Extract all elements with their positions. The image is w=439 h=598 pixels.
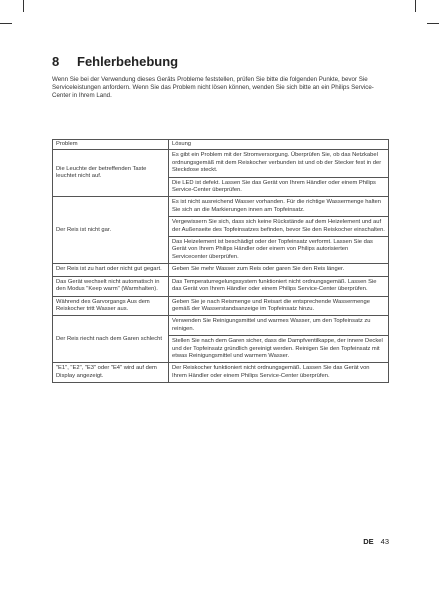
problem-cell: "E1", "E2", "E3" oder "E4" wird auf dem Display angezeigt. [53, 363, 169, 383]
troubleshooting-table [52, 139, 389, 383]
page-number: 43 [380, 537, 389, 546]
intro-paragraph: Wenn Sie bei der Verwendung dieses Geräts Probleme feststellen, prüfen Sie bitte die folgenden Punkte, bevor Sie Serviceleistungen anfordern. Wenn Sie das Problem nicht lösen können, wenden Sie sich bitte an ein Philips Service-Center in Ihrem Land. [52, 76, 374, 100]
language-code: DE [363, 537, 374, 546]
table-row [53, 296, 389, 316]
problem-cell: Der Reis ist nicht gar. [53, 197, 169, 264]
crop-mark-top-right-vertical [415, 0, 416, 12]
crop-mark-top-left-vertical [23, 0, 24, 12]
table-row [53, 264, 389, 276]
header-problem: Problem [53, 140, 169, 150]
header-solution: Lösung [169, 140, 389, 150]
page-footer [363, 537, 389, 546]
crop-mark-top-left-horizontal [0, 23, 12, 24]
table-row [53, 276, 389, 296]
solution-cell: Die LED ist defekt. Lassen Sie das Gerät von Ihrem Händler oder einem Philips Service-Center überprüfen. [169, 177, 389, 197]
problem-cell: Das Gerät wechselt nicht automatisch in den Modus "Keep warm" (Warmhalten). [53, 276, 169, 296]
solution-cell: Es gibt ein Problem mit der Stromversorgung. Überprüfen Sie, ob das Netzkabel ordnungsgemäß mit dem Reiskocher verbunden ist und ob der Stecker fest in der Steckdose steckt. [169, 150, 389, 177]
crop-mark-top-right-horizontal [427, 23, 439, 24]
solution-cell: Es ist nicht ausreichend Wasser vorhanden. Für die richtige Wassermenge halten Sie sich an die Markierungen innen am Topfeinsatz. [169, 197, 389, 217]
section-heading [52, 52, 178, 70]
solution-cell: Das Heizelement ist beschädigt oder der Topfeinsatz verformt. Lassen Sie das Gerät von Ihrem Philips Händler oder einem von Philips autorisierten Servicecenter überprüfen. [169, 237, 389, 264]
solution-cell: Verwenden Sie Reinigungsmittel und warmes Wasser, um den Topfeinsatz zu reinigen. [169, 316, 389, 336]
problem-cell: Der Reis ist zu hart oder nicht gut gegart. [53, 264, 169, 276]
table-row [53, 150, 389, 177]
table-row [53, 363, 389, 383]
solution-cell: Der Reiskocher funktioniert nicht ordnungsgemäß. Lassen Sie das Gerät von Ihrem Händler oder einem Philips Service-Center überprüfen. [169, 363, 389, 383]
problem-cell: Während des Garvorgangs Aus dem Reiskocher tritt Wasser aus. [53, 296, 169, 316]
problem-cell: Die Leuchte der betreffenden Taste leuchtet nicht auf. [53, 150, 169, 197]
solution-cell: Geben Sie mehr Wasser zum Reis oder garen Sie den Reis länger. [169, 264, 389, 276]
solution-cell: Stellen Sie nach dem Garen sicher, dass die Dampfventilkappe, der innere Deckel und der Topfeinsatz gründlich gereinigt werden. Reinigen Sie den Topfeinsatz mit etwas Reinigungsmittel und warmem Wasser. [169, 336, 389, 363]
section-number: 8 [52, 53, 60, 69]
section-title: Fehlerbehebung [77, 53, 179, 69]
problem-cell: Der Reis riecht nach dem Garen schlecht [53, 316, 169, 363]
table-header-row [53, 140, 389, 150]
solution-cell: Das Temperaturregelungssystem funktioniert nicht ordnungsgemäß. Lassen Sie das Gerät von Ihrem Händler oder einem Philips Service-Center überprüfen. [169, 276, 389, 296]
table-row [53, 197, 389, 217]
solution-cell: Geben Sie je nach Reismenge und Reisart die entsprechende Wassermenge gemäß der Wasserstandsanzeige im Topfeinsatz hinzu. [169, 296, 389, 316]
table-row [53, 316, 389, 336]
solution-cell: Vergewissern Sie sich, dass sich keine Rückstände auf dem Heizelement und auf der Außenseite des Topfeinsatzes befinden, bevor Sie den Reiskocher einschalten. [169, 217, 389, 237]
